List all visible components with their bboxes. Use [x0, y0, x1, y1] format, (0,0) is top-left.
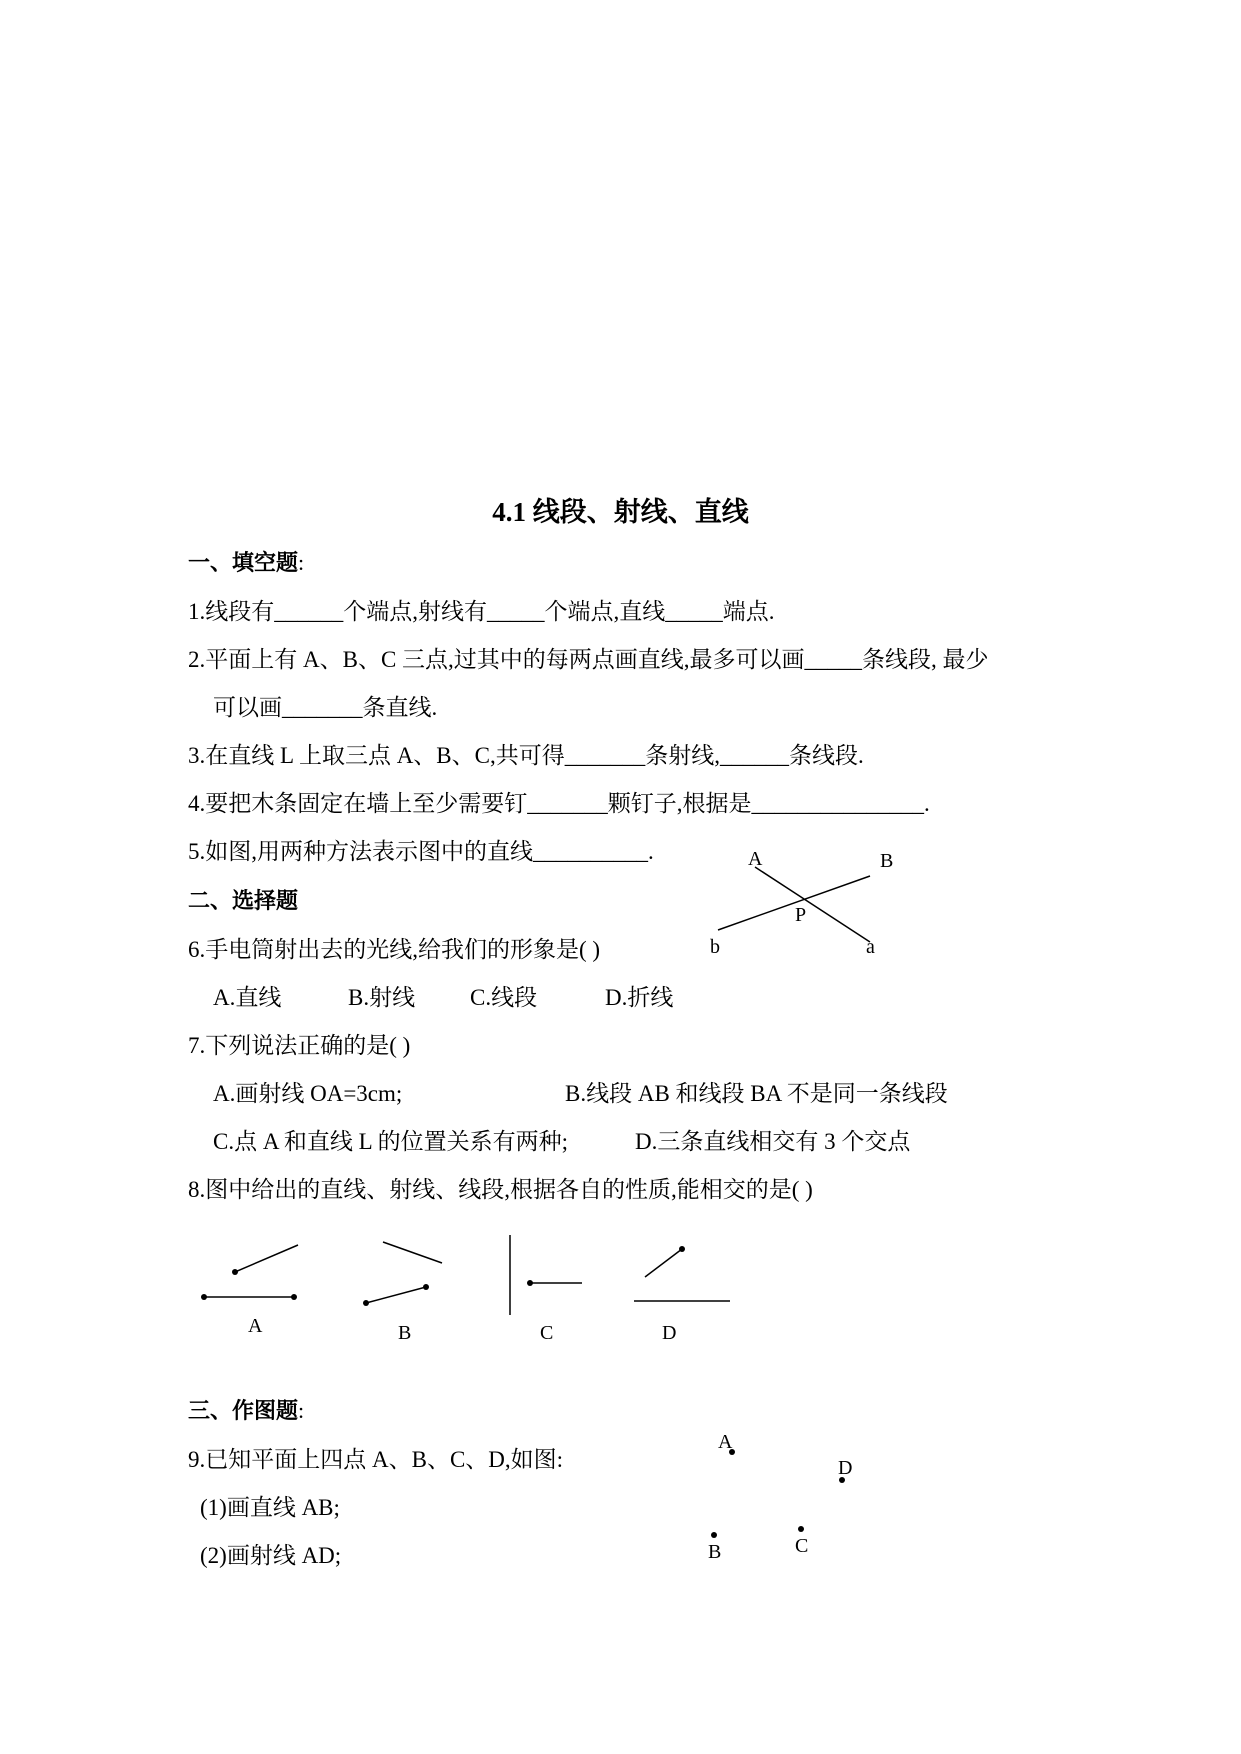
question-2-line-2: 可以画_______条直线. — [213, 695, 438, 720]
fig-a-ray-endpoint — [232, 1269, 238, 1275]
fig-a-point-1 — [201, 1294, 207, 1300]
question-1: 1.线段有______个端点,射线有_____个端点,直线_____端点. — [188, 599, 775, 624]
section-2-heading: 二、选择题 — [188, 888, 299, 913]
q6-option-a: A.直线 — [213, 985, 282, 1010]
line-b-b-through-p — [718, 876, 870, 930]
q6-option-b: B.射线 — [348, 985, 416, 1010]
fig-label-a: A — [248, 1315, 263, 1337]
point-b-label: B — [708, 1541, 722, 1563]
q9-points-figure — [700, 1420, 880, 1570]
label-a: a — [866, 936, 875, 958]
fig-b-line — [383, 1242, 442, 1263]
question-7: 7.下列说法正确的是( ) — [188, 1033, 411, 1058]
label-P: P — [795, 904, 807, 926]
question-6: 6.手电筒射出去的光线,给我们的形象是( ) — [188, 937, 601, 962]
section-1-heading-text: 一、填空题 — [188, 550, 299, 575]
fig-c-ray-endpoint — [527, 1280, 533, 1286]
fig-label-d: D — [662, 1322, 677, 1344]
question-2-line-1: 2.平面上有 A、B、C 三点,过其中的每两点画直线,最多可以画_____条线段, 最少 — [188, 647, 989, 672]
fig-label-b: B — [398, 1322, 412, 1344]
question-9: 9.已知平面上四点 A、B、C、D,如图: — [188, 1447, 564, 1472]
q9-part-1: (1)画直线 AB; — [200, 1495, 340, 1520]
fig-b-point-2 — [423, 1284, 429, 1290]
section-3-colon: : — [298, 1398, 305, 1423]
q7-option-a: A.画射线 OA=3cm; — [213, 1081, 403, 1106]
q9-part-2: (2)画射线 AD; — [200, 1543, 342, 1568]
fig-d-ray — [645, 1249, 682, 1277]
fig-a-point-2 — [291, 1294, 297, 1300]
fig-b-point-1 — [363, 1300, 369, 1306]
question-4: 4.要把木条固定在墙上至少需要钉_______颗钉子,根据是_______________. — [188, 791, 930, 816]
fig-d-ray-endpoint — [679, 1246, 685, 1252]
line-ab-through-p — [755, 867, 870, 942]
section-1-heading — [188, 552, 304, 574]
point-c — [798, 1526, 804, 1532]
question-5: 5.如图,用两种方法表示图中的直线__________. — [188, 839, 654, 864]
point-a-label: A — [718, 1431, 733, 1453]
question-8: 8.图中给出的直线、射线、线段,根据各自的性质,能相交的是( ) — [188, 1177, 813, 1202]
point-b — [711, 1532, 717, 1538]
question-3: 3.在直线 L 上取三点 A、B、C,共可得_______条射线,______条线段. — [188, 743, 864, 768]
q6-option-c: C.线段 — [470, 985, 538, 1010]
label-b: b — [710, 936, 720, 958]
section-1-colon: : — [298, 550, 305, 575]
q8-options-figure — [190, 1235, 740, 1355]
page-title: 4.1 线段、射线、直线 — [492, 497, 749, 527]
point-d-label: D — [838, 1457, 853, 1479]
point-c-label: C — [795, 1535, 809, 1557]
q7-option-d: D.三条直线相交有 3 个交点 — [635, 1129, 911, 1154]
label-A: A — [748, 848, 763, 870]
fig-b-segment — [366, 1287, 426, 1303]
q5-intersecting-lines-figure — [700, 845, 910, 958]
q7-option-c: C.点 A 和直线 L 的位置关系有两种; — [213, 1129, 569, 1154]
fig-a-ray — [235, 1245, 298, 1272]
label-B: B — [880, 850, 894, 872]
fig-label-c: C — [540, 1322, 554, 1344]
section-3-heading — [188, 1400, 304, 1422]
section-3-heading-text: 三、作图题 — [188, 1398, 299, 1423]
q6-option-d: D.折线 — [605, 985, 674, 1010]
q7-option-b: B.线段 AB 和线段 BA 不是同一条线段 — [565, 1081, 948, 1106]
